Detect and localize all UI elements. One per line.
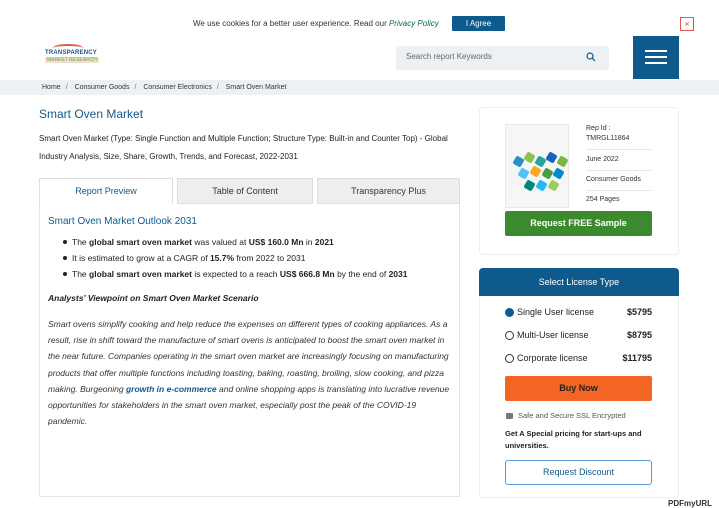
license-option-multi[interactable] — [505, 329, 652, 343]
buy-now-button[interactable]: Buy Now — [505, 376, 652, 401]
license-label: Corporate license — [517, 353, 588, 363]
logo[interactable] — [43, 44, 103, 74]
report-cover-image — [505, 124, 569, 208]
hexagon-graphic — [512, 155, 524, 167]
hamburger-icon — [645, 62, 667, 64]
hexagon-graphic — [529, 165, 541, 177]
breadcrumb-home[interactable]: Home — [42, 84, 61, 91]
license-price: $8795 — [626, 330, 652, 340]
hexagon-graphic — [556, 155, 568, 167]
hamburger-icon — [645, 56, 667, 58]
breadcrumb-consumer-goods[interactable]: Consumer Goods — [74, 84, 130, 91]
report-category: Consumer Goods — [586, 176, 641, 183]
breadcrumb: Home / Consumer Goods / Consumer Electronics / Smart Oven Market — [0, 80, 719, 95]
hexagon-graphic — [547, 179, 559, 191]
search-input[interactable] — [406, 52, 586, 61]
outlook-heading: Smart Oven Market Outlook 2031 — [48, 216, 197, 227]
ssl-notice — [506, 411, 626, 420]
logo-text-primary: TRANSPARENCY — [45, 50, 97, 56]
key-stats-list — [72, 234, 452, 282]
search-bar — [396, 46, 609, 70]
license-heading: Select License Type — [479, 268, 679, 296]
list-item: The global smart oven market was valued at US$ 160.0 Mn in 2021 — [72, 234, 452, 250]
cookie-text — [193, 19, 439, 28]
radio-selected-icon[interactable] — [505, 308, 514, 317]
page-count: 254 Pages — [586, 196, 620, 203]
tab-transparency-plus[interactable]: Transparency Plus — [317, 178, 460, 204]
privacy-policy-link[interactable]: Privacy Policy — [388, 19, 439, 28]
cookie-bar — [0, 12, 719, 34]
radio-icon[interactable] — [505, 354, 514, 363]
logo-text-secondary: MARKET RESEARCH — [47, 57, 97, 63]
license-price: $5795 — [626, 307, 652, 317]
breadcrumb-current: Smart Oven Market — [225, 84, 287, 91]
page-title: Smart Oven Market — [39, 107, 144, 121]
cookie-message: We use cookies for a better user experience. Read our — [193, 19, 387, 28]
report-subtitle: Smart Oven Market (Type: Single Function and Multiple Function; Structure Type: Built-in and Counter Top) - Global Industry Analysis, Size, Share, Growth, Trends, and Forecast, 2022-2031 — [39, 134, 448, 161]
tab-report-preview[interactable]: Report Preview — [39, 178, 173, 204]
close-icon[interactable]: × — [680, 17, 694, 31]
request-discount-button[interactable]: Request Discount — [505, 460, 652, 485]
breadcrumb-consumer-electronics[interactable]: Consumer Electronics — [143, 84, 212, 91]
license-option-single[interactable] — [505, 306, 652, 320]
agree-button[interactable]: I Agree — [452, 16, 505, 31]
hexagon-graphic — [523, 179, 535, 191]
license-label: Single User license — [517, 307, 595, 317]
watermark: PDFmyURL — [668, 499, 713, 508]
hexagon-graphic — [535, 179, 547, 191]
hexagon-graphic — [552, 167, 564, 179]
request-sample-button[interactable]: Request FREE Sample — [505, 211, 652, 236]
analyst-paragraph: Smart ovens simplify cooking and help reduce the expenses on different types of cooking appliances. As a result, rise in shift toward the manufacture of smart ovens is anticipated to boost the smart oven market in the near future. Companies operating in the smart oven market are increasingly focusing on manufacturing products that offer multiple functions including toasting, baking, roasting, broiling, slow cooking, and pizza making. Burgeoning growth in e-commerce and online shopping apps is translating into lucrative revenue opportunities for stakeholders in the smart oven market, especially post the peak of the COVID-19 pandemic. — [48, 319, 450, 427]
menu-button[interactable] — [633, 36, 679, 79]
publish-date: June 2022 — [586, 156, 619, 163]
divider — [586, 190, 652, 191]
rep-id-label: Rep Id : — [586, 125, 611, 132]
tab-table-of-content[interactable]: Table of Content — [177, 178, 313, 204]
license-option-corporate[interactable] — [505, 352, 652, 366]
tab-bar — [39, 178, 460, 204]
analyst-heading: Analysts’ Viewpoint on Smart Oven Market Scenario — [48, 293, 259, 303]
lock-icon — [506, 413, 513, 419]
search-icon[interactable] — [586, 52, 596, 62]
list-item: It is estimated to grow at a CAGR of 15.7% from 2022 to 2031 — [72, 250, 452, 266]
divider — [586, 170, 652, 171]
divider — [586, 149, 652, 150]
list-item: The global smart oven market is expected to a reach US$ 666.8 Mn by the end of 2031 — [72, 266, 452, 282]
hexagon-graphic — [517, 167, 529, 179]
hamburger-icon — [645, 50, 667, 52]
special-pricing-text: Get A Special pricing for start-ups and universities. — [505, 429, 642, 450]
radio-icon[interactable] — [505, 331, 514, 340]
ssl-text: Safe and Secure SSL Encrypted — [518, 411, 626, 420]
license-price: $11795 — [622, 353, 652, 363]
license-label: Multi-User license — [517, 330, 589, 340]
growth-ecommerce-link[interactable]: growth in e-commerce — [125, 383, 217, 394]
rep-id-value: TMRGL11864 — [586, 135, 630, 142]
